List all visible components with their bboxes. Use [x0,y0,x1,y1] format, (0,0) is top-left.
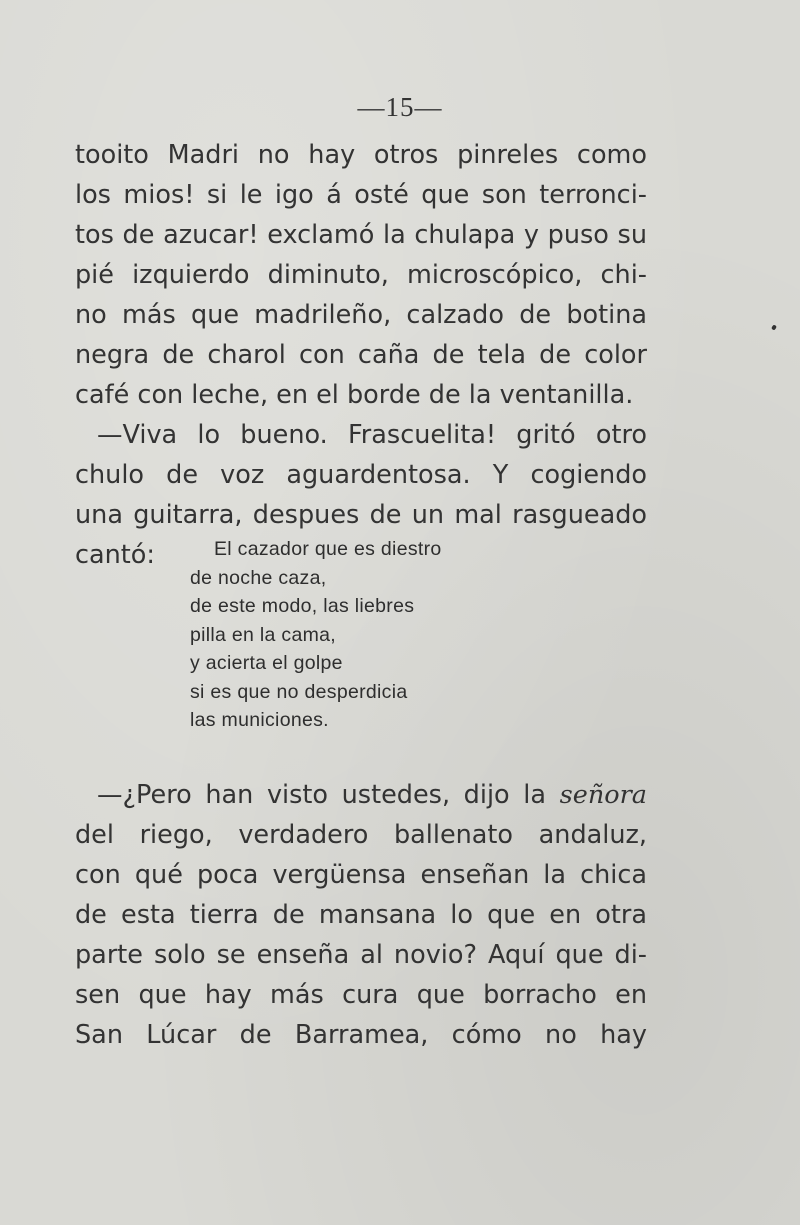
italic-word: señora [559,780,647,810]
text-line: San Lúcar de Barramea, cómo no hay [75,1020,647,1050]
text-line: con qué poca vergüensa enseñan la chica [75,860,647,890]
verse-line: pilla en la cama, [190,623,337,646]
page-number: —15— [357,92,443,122]
song-verse [190,535,442,735]
text-line: no más que madrileño, calzado de botina [75,300,647,330]
main-text-upper [75,135,647,575]
text-line: —Viva lo bueno. Frascuelita! gritó otro [97,420,647,450]
text-line: tos de azucar! exclamó la chulapa y puso su [75,220,647,250]
ink-speck [771,324,777,330]
text-span: —¿Pero han visto ustedes, dijo la [97,780,560,810]
text-line: una guitarra, despues de un mal rasgueado [75,500,647,530]
main-text-lower [75,775,647,1055]
text-line: café con leche, en el borde de la ventanilla. [75,380,634,410]
text-line: tooito Madri no hay otros pinreles como [75,140,647,170]
verse-line: de este modo, las liebres [190,595,415,617]
text-line: los mios! si le igo á osté que son terronci- [75,180,647,210]
verse-line: si es que no desperdicia [190,680,408,703]
verse-line: y acierta el golpe [190,652,343,674]
text-line: parte solo se enseña al novio? Aquí que di- [75,940,647,970]
text-line: del riego, verdadero ballenato andaluz, [75,820,647,850]
verse-line: las municiones. [190,709,329,731]
text-line: sen que hay más cura que borracho en [75,980,647,1010]
text-line: de esta tierra de mansana lo que en otra [75,900,647,930]
text-line: chulo de voz aguardentosa. Y cogiendo [75,460,647,490]
text-line [75,775,647,815]
text-line: pié izquierdo diminuto, microscópico, chi- [75,260,647,290]
text-line: negra de charol con caña de tela de color [75,340,647,370]
verse-line: de noche caza, [190,566,327,589]
text-line: cantó: [75,540,155,570]
verse-line: El cazador que es diestro [214,538,442,560]
